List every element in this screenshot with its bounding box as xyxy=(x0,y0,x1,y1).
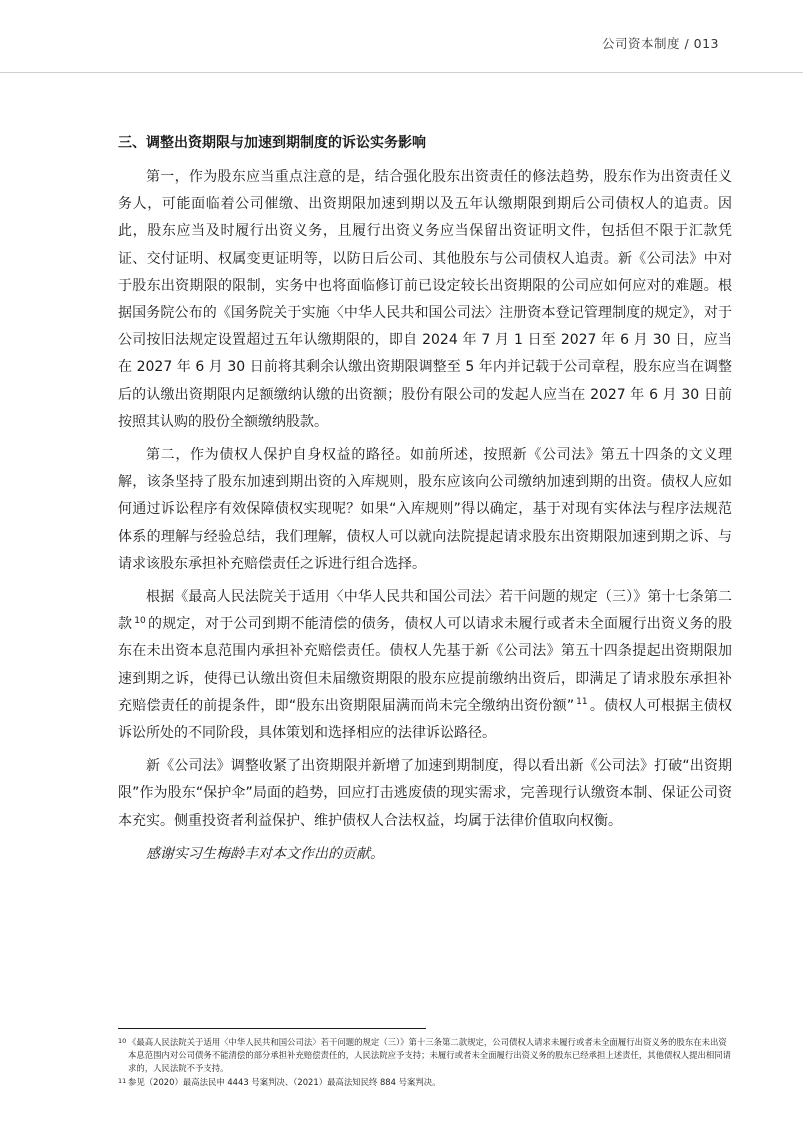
paragraph-shareholder-obligations: 第一，作为股东应当重点注意的是，结合强化股东出资责任的修法趋势，股东作为出资责任义务人，可能面临着公司催缴、出资期限加速到期以及五年认缴期限到期后公司债权人的追责。因此，股东应当及时履行出资义务，且履行出资义务应当保留出资证明文件，包括但不限于汇款凭证、交付证明、权属变更证明等，以防日后公司、其他股东与公司债权人追责。新《公司法》中对于股东出资期限的限制，实务中也将面临修订前已设定较长出资期限的公司应如何应对的难题。根据国务院公布的《国务院关于实施〈中华人民共和国公司法〉注册资本登记管理制度的规定》，对于公司按旧法规定设置超过五年认缴期限的，即自 2024 年 7 月 1 日至 2027 年 6 月 30 日，应当在 2027 年 6 月 30 日前将其剩余认缴出资期限调整至 5 年内并记载于公司章程，股东应当在调整后的认缴出资期限内足额缴纳认缴的出资额；股份有限公司的发起人应当在 2027 年 6 月 30 日前按照其认购的股份全额缴纳股款。 xyxy=(118,169,732,430)
footnote-number: 11 xyxy=(118,1076,127,1085)
footnote-number: 10 xyxy=(118,1037,127,1045)
paragraph-creditor-protection: 第二，作为债权人保护自身权益的路径。如前所述，按照新《公司法》第五十四条的文义理解，该条坚持了股东加速到期出资的入库规则，股东应该向公司缴纳加速到期的出资。债权人应如何通过诉讼程序有效保障债权实现呢？如果“入库规则”得以确定，基于对现有实体法与程序法规范体系的理解与经验总结，我们理解，债权人可以就向法院提起请求股东出资期限加速到期之诉、与请求该股东承担补充赔偿责任之诉进行组合选择。 xyxy=(118,447,732,572)
paragraph-judicial-interpretation xyxy=(118,584,732,747)
section-heading: 三、调整出资期限与加速到期制度的诉讼实务影响 xyxy=(118,135,426,151)
footnote-text: 参见（2020）最高法民申 4443 号案判决、（2021）最高法知民终 884 号案判决。 xyxy=(128,1076,441,1087)
footnote-ref-10[interactable]: 10 xyxy=(134,615,146,626)
footnote-text: 《最高人民法院关于适用〈中华人民共和国公司法〉若干问题的规定（三）》第十三条第二款规定，公司债权人请求未履行或者未全面履行出资义务的股东在未出资本息范围内对公司债务不能清偿的部分承担补充赔偿责任的，人民法院应予支持；未履行或者未全面履行出资义务的股东已经承担上述责任，其他债权人提出相同请求的，人民法院不予支持。 xyxy=(128,1037,731,1074)
paragraph-text-part: 。债权人可根据主债权诉讼所处的不同阶段，具体策划和选择相应的法律诉讼路径。 xyxy=(118,697,732,742)
running-header: 公司资本制度 / 013 xyxy=(601,36,719,51)
footnotes xyxy=(118,1036,734,1089)
footnote-11 xyxy=(118,1076,734,1089)
acknowledgement: 感谢实习生梅龄丰对本文作出的贡献。 xyxy=(146,845,384,862)
footnote-divider xyxy=(118,1028,426,1029)
header-divider xyxy=(0,72,803,73)
footnote-ref-11[interactable]: 11 xyxy=(576,697,588,708)
footnote-10 xyxy=(118,1036,734,1076)
paragraph-conclusion: 新《公司法》调整收紧了出资期限并新增了加速到期制度，得以看出新《公司法》打破“出资期限”作为股东“保护伞”局面的趋势，回应打击逃废债的现实需求，完善现行认缴资本制、保证公司资本充实。侧重投资者利益保护、维护债权人合法权益，均属于法律价值取向权衡。 xyxy=(118,758,732,829)
paragraph-text-part: 的规定，对于公司到期不能清偿的债务，债权人可以请求未履行或者未全面履行出资义务的股东在未出资本息范围内承担补充赔偿责任。债权人先基于新《公司法》第五十四条提起出资期限加速到期之诉，使得已认缴出资但未届缴资期限的股东应提前缴纳出资后，即满足了请求股东承担补充赔偿责任的前提条件，即“股东出资期限届满而尚未完全缴纳出资份额” xyxy=(118,616,733,714)
paragraph-text-part: 根据《最高人民法院关于适用〈中华人民共和国公司法〉若干问题的规定（三）》第十七条第二款 xyxy=(118,589,732,633)
article-body xyxy=(118,130,732,874)
